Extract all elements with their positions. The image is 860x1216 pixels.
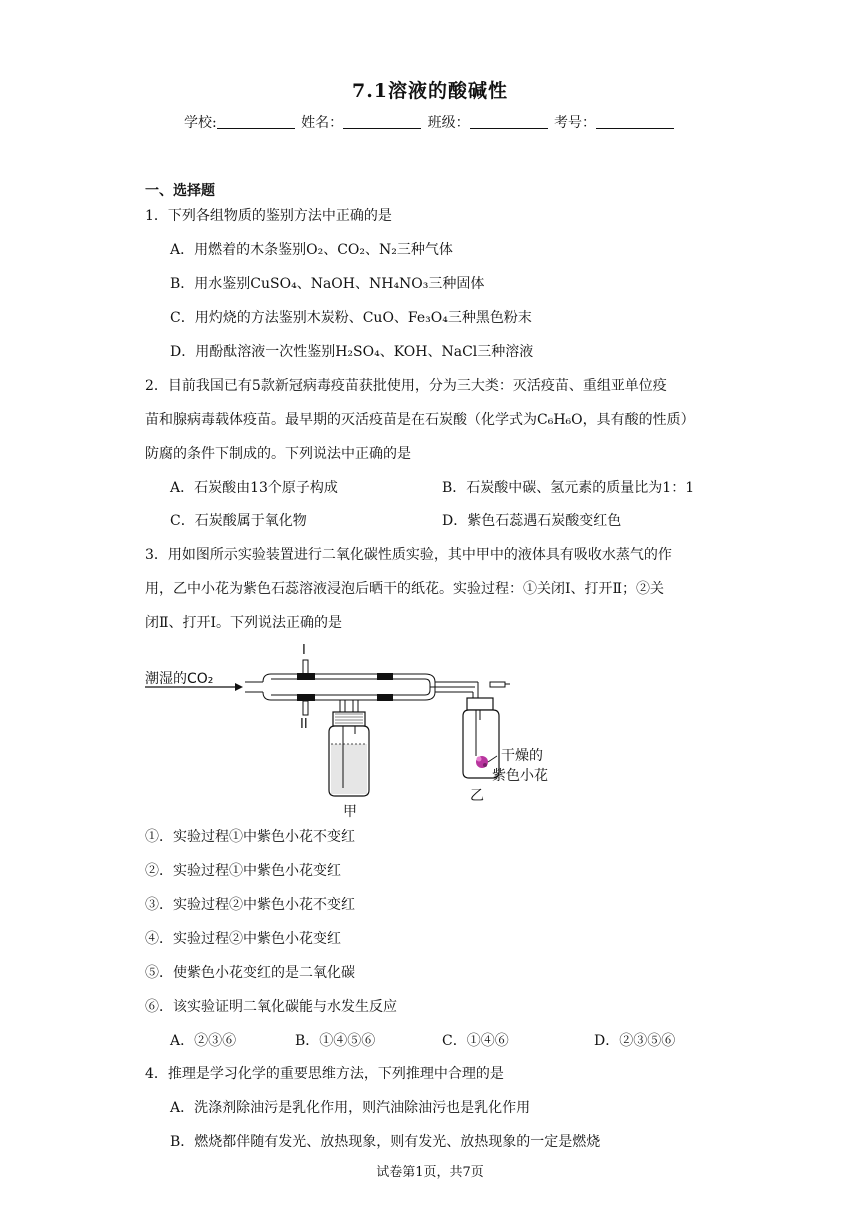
- valve-2-label: II: [300, 717, 308, 732]
- q3-stem-line3: 闭Ⅱ、打开Ⅰ。下列说法正确的是: [145, 615, 343, 631]
- valve-1-stem: [303, 660, 308, 674]
- bottle-2-label: 乙: [470, 788, 484, 804]
- valve-2-clamp: [297, 694, 315, 701]
- valve-1-label: I: [302, 643, 306, 658]
- school-label: 学校:: [183, 115, 217, 131]
- q1-option-a: A．用燃着的木条鉴别O₂、CO₂、N₂三种气体: [170, 242, 453, 258]
- student-info-line: [0, 112, 860, 132]
- q3-option-d: D．②③⑤⑥: [594, 1033, 676, 1049]
- q1-option-d: D．用酚酞溶液一次性鉴别H₂SO₄、KOH、NaCl三种溶液: [170, 344, 534, 360]
- exam-no-blank[interactable]: [596, 114, 674, 129]
- inlet-arrow-head: [235, 683, 243, 691]
- q1-option-c: C．用灼烧的方法鉴别木炭粉、CuO、Fe₃O₄三种黑色粉末: [170, 310, 532, 326]
- flower-label-line1: 干燥的: [501, 748, 543, 764]
- page-title: 7.1溶液的酸碱性: [351, 80, 509, 102]
- q3-option-b: B．①④⑤⑥: [295, 1033, 376, 1049]
- q4-stem: 4．推理是学习化学的重要思维方法，下列推理中合理的是: [145, 1066, 504, 1082]
- q2-stem-line1: 2．目前我国已有5款新冠病毒疫苗获批使用，分为三大类：灭活疫苗、重组亚单位疫: [145, 378, 667, 394]
- q3-statement-6: ⑥．该实验证明二氧化碳能与水发生反应: [145, 999, 397, 1015]
- q1-stem: 1．下列各组物质的鉴别方法中正确的是: [145, 208, 392, 224]
- valve-1-clamp: [297, 673, 315, 680]
- q2-option-b: B．石炭酸中碳、氢元素的质量比为1：1: [442, 480, 695, 496]
- class-blank[interactable]: [470, 114, 548, 129]
- q3-statement-2: ②．实验过程①中紫色小花变红: [145, 863, 341, 879]
- q2-option-c: C．石炭酸属于氧化物: [170, 513, 307, 529]
- apparatus-diagram: [145, 640, 585, 820]
- q3-option-a: A．②③⑥: [170, 1033, 237, 1049]
- q3-stem-line1: 3．用如图所示实验装置进行二氧化碳性质实验，其中甲中的液体具有吸收水蒸气的作: [145, 547, 672, 563]
- valve-2-stem: [303, 701, 308, 715]
- q3-stem-line2: 用，乙中小花为紫色石蕊溶液浸泡后晒干的纸花。实验过程：①关闭Ⅰ、打开Ⅱ；②关: [145, 581, 665, 597]
- q3-statement-4: ④．实验过程②中紫色小花变红: [145, 931, 341, 947]
- q2-stem-line3: 防腐的条件下制成的。下列说法中正确的是: [145, 446, 411, 462]
- name-blank[interactable]: [343, 114, 421, 129]
- section-heading: 一、选择题: [145, 183, 215, 199]
- q2-option-d: D．紫色石蕊遇石炭酸变红色: [442, 513, 622, 529]
- class-label: 班级：: [427, 115, 470, 131]
- q4-option-b: B．燃烧都伴随有发光、放热现象，则有发光、放热现象的一定是燃烧: [170, 1134, 601, 1150]
- q2-stem-line2: 苗和腺病毒载体疫苗。最早期的灭活疫苗是在石炭酸（化学式为C₆H₆O，具有酸的性质）: [145, 412, 695, 428]
- q4-option-a: A．洗涤剂除油污是乳化作用，则汽油除油污也是乳化作用: [170, 1100, 531, 1116]
- inlet-label: 潮湿的CO₂: [145, 671, 214, 687]
- school-blank[interactable]: [217, 114, 295, 129]
- q2-option-a: A．石炭酸由13个原子构成: [170, 480, 338, 496]
- bottle-1-label: 甲: [343, 804, 357, 820]
- name-label: 姓名：: [301, 115, 344, 131]
- q3-statement-5: ⑤．使紫色小花变红的是二氧化碳: [145, 965, 355, 981]
- q1-option-b: B．用水鉴别CuSO₄、NaOH、NH₄NO₃三种固体: [170, 276, 485, 292]
- exam-no-label: 考号：: [554, 115, 597, 131]
- q3-option-c: C．①④⑥: [442, 1033, 509, 1049]
- q3-statement-1: ①．实验过程①中紫色小花不变红: [145, 829, 355, 845]
- flower-label-line2: 紫色小花: [492, 768, 548, 784]
- page-footer: 试卷第1页，共7页: [376, 1165, 484, 1180]
- bottle-2-stopper: [467, 698, 493, 710]
- bottle-1-liquid: [331, 744, 367, 794]
- q3-statement-3: ③．实验过程②中紫色小花不变红: [145, 897, 355, 913]
